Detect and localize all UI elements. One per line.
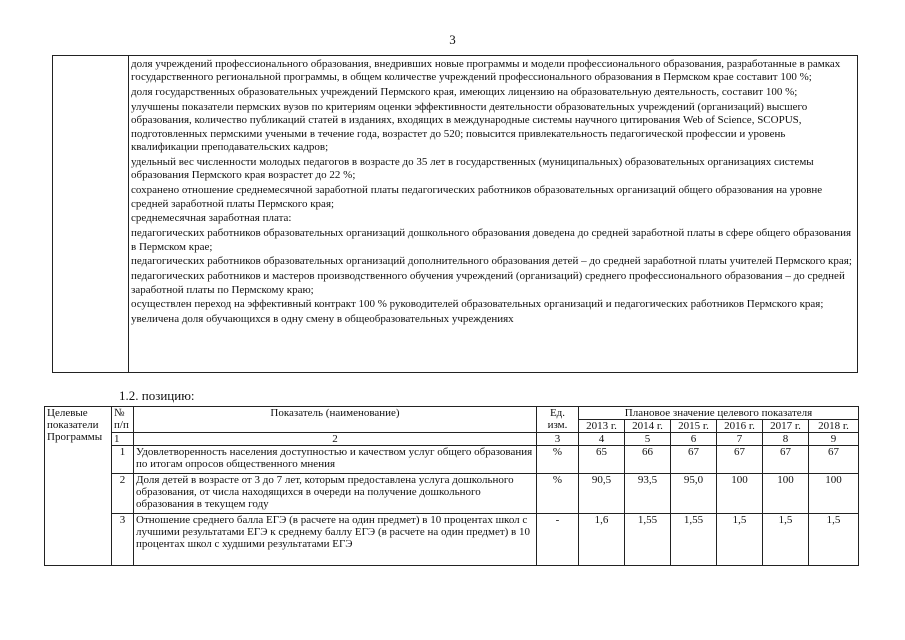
index-cell: 3: [537, 433, 579, 446]
index-cell: 8: [763, 433, 809, 446]
year-header: 2014 г.: [625, 420, 671, 433]
result-paragraph: осуществлен переход на эффективный контракт 100 % руководителей образовательных организаций и педагогических работников Пермского края;: [131, 298, 824, 311]
page-number: 3: [449, 32, 456, 47]
value-cell: 1,55: [671, 514, 717, 566]
value-cell: 67: [671, 446, 717, 474]
value-cell: 66: [625, 446, 671, 474]
name-header: Показатель (наименование): [134, 407, 537, 433]
unit-cell: %: [537, 474, 579, 514]
expected-results-list: [131, 58, 855, 328]
index-cell: 5: [625, 433, 671, 446]
year-header: 2018 г.: [809, 420, 859, 433]
row-number: 1: [112, 446, 134, 474]
table-row: [45, 446, 859, 474]
table-row: [45, 514, 859, 566]
value-cell: 1,5: [809, 514, 859, 566]
plan-header: Плановое значение целевого показателя: [579, 407, 859, 420]
year-header: 2015 г.: [671, 420, 717, 433]
year-header: 2016 г.: [717, 420, 763, 433]
value-cell: 67: [809, 446, 859, 474]
side-label: Целевые показатели Программы: [45, 407, 112, 566]
indicator-name: Отношение среднего балла ЕГЭ (в расчете на один предмет) в 10 процентах школ с лучшими результатами ЕГЭ к среднему баллу ЕГЭ (в расчете на один предмет) в 10 процентах школ с худшими результатами ЕГЭ: [134, 514, 537, 566]
result-paragraph: увеличена доля обучающихся в одну смену в общеобразовательных учреждениях: [131, 313, 514, 326]
row-number: 2: [112, 474, 134, 514]
result-paragraph: улучшены показатели пермских вузов по критериям оценки эффективности деятельности образовательных учреждений (организаций) высшего образования, количество публикаций статей в изданиях, входящих в международные системы научного цитирования Web of Science, SCOPUS, подготовленных пермскими учеными в течение года, возрастет до 520; повысится привлекательность педагогической профессии и уровень квалификации преподавательских кадров;: [131, 101, 808, 154]
value-cell: 100: [763, 474, 809, 514]
value-cell: 100: [717, 474, 763, 514]
value-cell: 100: [809, 474, 859, 514]
index-cell: 4: [579, 433, 625, 446]
index-cell: 1: [112, 433, 134, 446]
index-cell: 9: [809, 433, 859, 446]
value-cell: 65: [579, 446, 625, 474]
result-paragraph: сохранено отношение среднемесячной заработной платы педагогических работников образовательных организаций общего образования на уровне средней заработной платы Пермского края;: [131, 184, 823, 210]
index-cell: 2: [134, 433, 537, 446]
section-intro: 1.2. позицию:: [119, 388, 195, 403]
value-cell: 1,6: [579, 514, 625, 566]
result-paragraph: доля государственных образовательных учреждений Пермского края, имеющих лицензию на образовательную деятельность, составит 100 %;: [131, 86, 798, 99]
target-indicators-table: [44, 406, 859, 566]
unit-cell: -: [537, 514, 579, 566]
value-cell: 1,5: [763, 514, 809, 566]
unit-header: Ед. изм.: [537, 407, 579, 433]
result-paragraph: педагогических работников образовательных организаций дошкольного образования доведена до средней заработной платы в сфере общего образования в Пермском крае;: [131, 227, 852, 253]
column-divider: [128, 56, 129, 372]
result-paragraph: среднемесячная заработная плата:: [131, 212, 292, 225]
value-cell: 1,5: [717, 514, 763, 566]
expected-results-box: [52, 55, 858, 373]
year-header: 2017 г.: [763, 420, 809, 433]
unit-cell: %: [537, 446, 579, 474]
value-cell: 1,55: [625, 514, 671, 566]
index-cell: 7: [717, 433, 763, 446]
table-row: [45, 474, 859, 514]
result-paragraph: доля учреждений профессионального образования, внедривших новые программы и модели профессионального образования, разработанные в рамках государственного региональной программы, в общем количестве учреждений профессионального образования в Пермском крае составит 100 %;: [131, 58, 841, 84]
num-header: № п/п: [112, 407, 134, 433]
value-cell: 90,5: [579, 474, 625, 514]
year-header: 2013 г.: [579, 420, 625, 433]
result-paragraph: педагогических работников и мастеров производственного обучения учреждений (организаций) среднего профессионального образования – до средней заработной платы по Пермскому краю;: [131, 270, 845, 296]
result-paragraph: педагогических работников образовательных организаций дополнительного образования детей – до средней заработной платы учителей Пермского края;: [131, 255, 852, 268]
value-cell: 95,0: [671, 474, 717, 514]
row-number: 3: [112, 514, 134, 566]
value-cell: 93,5: [625, 474, 671, 514]
indicator-name: Доля детей в возрасте от 3 до 7 лет, которым предоставлена услуга дошкольного образования, от числа находящихся в очереди на получение дошкольного образования в текущем году: [134, 474, 537, 514]
result-paragraph: удельный вес численности молодых педагогов в возрасте до 35 лет в государственных (муниципальных) образовательных организациях системы образования Пермского края возрастет до 22 %;: [131, 156, 814, 182]
value-cell: 67: [763, 446, 809, 474]
value-cell: 67: [717, 446, 763, 474]
index-cell: 6: [671, 433, 717, 446]
indicator-name: Удовлетворенность населения доступностью и качеством услуг общего образования по итогам опросов общественного мнения: [134, 446, 537, 474]
